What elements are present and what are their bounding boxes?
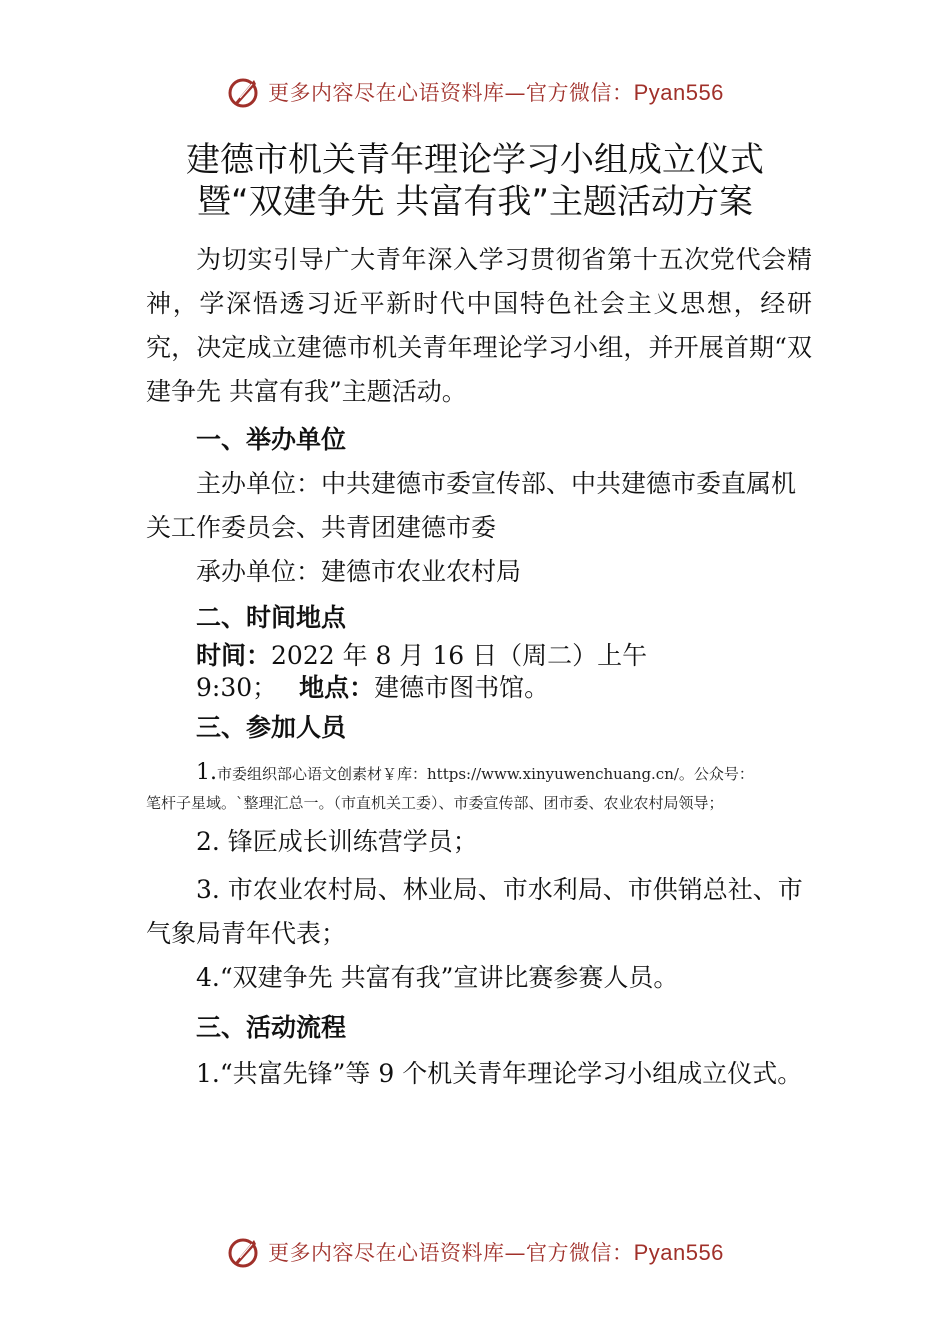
- wechat-id: Pyan556: [633, 80, 724, 105]
- participant-item-2: 2. 锋匠成长训练营学员；: [196, 827, 478, 856]
- participant-item-3-line1: 3. 市农业农村局、林业局、市水利局、市供销总社、市: [196, 875, 803, 904]
- place-value: 建德市图书馆。: [374, 673, 550, 702]
- feather-logo-icon: [226, 74, 262, 110]
- item1-line1: 市委组织部心语文创素材￥库：https://www.xinyuwenchuang.cn/。公众号：: [217, 765, 754, 783]
- item-number: 1.: [196, 760, 217, 785]
- organizer-unit: 承办单位：建德市农业农村局: [196, 557, 522, 586]
- host-units-line2: 关工作委员会、共青团建德市委: [146, 513, 497, 542]
- place-label: 地点：: [299, 673, 375, 702]
- banner-text: 更多内容尽在心语资料库—官方微信：Pyan556: [268, 1240, 724, 1265]
- participant-item-4: 4.“双建争先 共富有我”宣讲比赛参赛人员。: [196, 963, 679, 992]
- time-value: 2022 年 8 月 16 日（周二）上午: [271, 641, 648, 670]
- section-heading-agenda: 三、活动流程: [196, 1013, 347, 1042]
- section-heading-time-place: 二、时间地点: [196, 603, 347, 632]
- intro-paragraph: 为切实引导广大青年深入学习贯彻省第十五次党代会精神，学深悟透习近平新时代中国特色社会主义思想，经研究，决定成立建德市机关青年理论学习小组，并开展首期“双建争先 共富有我”主题活动。: [146, 245, 812, 406]
- banner-text: 更多内容尽在心语资料库—官方微信：Pyan556: [268, 80, 724, 105]
- section-heading-participants: 三、参加人员: [196, 713, 347, 742]
- time-label: 时间：: [196, 641, 272, 670]
- participant-item-3-line2: 气象局青年代表；: [146, 919, 347, 948]
- participant-item-1: [196, 756, 754, 785]
- wechat-id: Pyan556: [633, 1240, 724, 1265]
- time-value-cont: 9:30；: [196, 673, 278, 702]
- place-line: [196, 668, 549, 704]
- header-banner: [0, 72, 950, 112]
- footer-banner: [0, 1232, 950, 1272]
- agenda-item-1: 1.“共富先锋”等 9 个机关青年理论学习小组成立仪式。: [196, 1059, 803, 1088]
- document-title-line1: 建德市机关青年理论学习小组成立仪式: [186, 140, 764, 180]
- section-heading-organizers: 一、举办单位: [196, 425, 347, 454]
- feather-logo-icon: [226, 1234, 262, 1270]
- host-units-line1: 主办单位：中共建德市委宣传部、中共建德市委直属机: [196, 469, 797, 498]
- time-line: [196, 636, 647, 672]
- item1-line2: 笔杆子星域。`整理汇总一。（市直机关工委）、市委宣传部、团市委、农业农村局领导；: [146, 794, 724, 812]
- document-title-line2: 暨“双建争先 共富有我”主题活动方案: [196, 182, 754, 222]
